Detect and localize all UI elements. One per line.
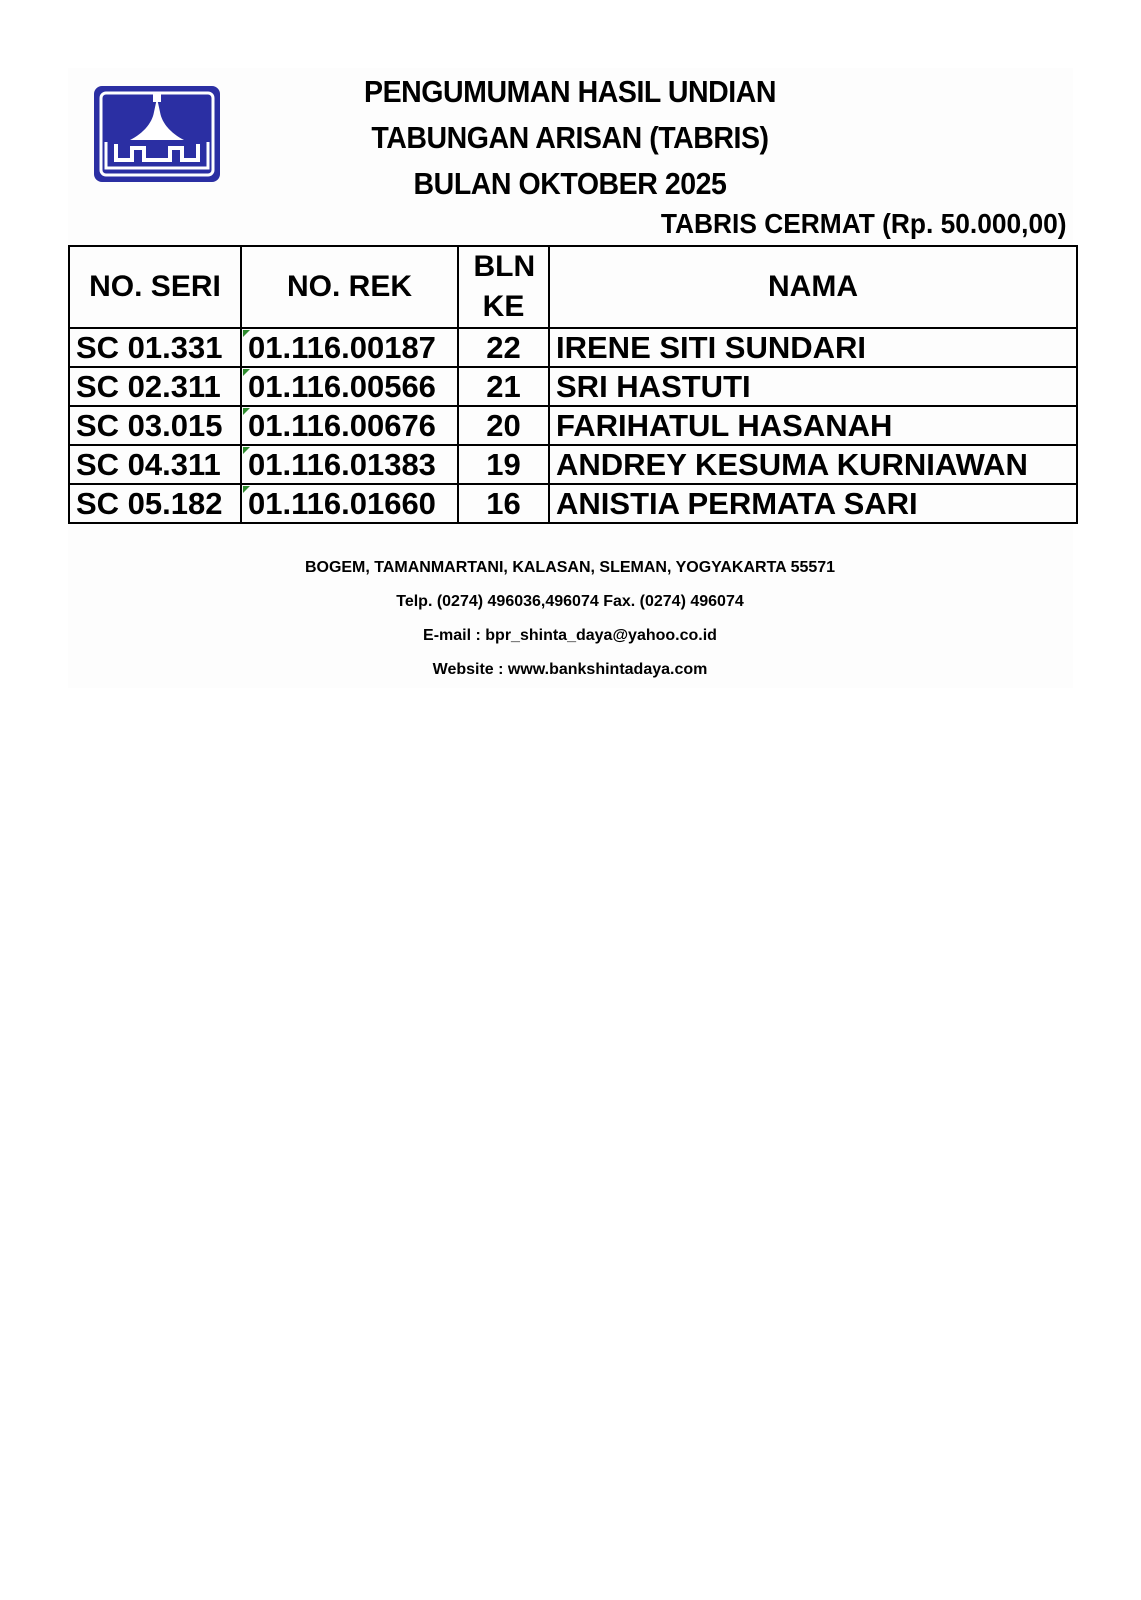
- cell-rek: 01.116.01383: [241, 445, 458, 484]
- footer-email: E-mail : bpr_shinta_daya@yahoo.co.id: [423, 627, 717, 644]
- cell-nama: SRI HASTUTI: [549, 367, 1077, 406]
- table-row: [69, 328, 1077, 367]
- cell-rek: 01.116.00187: [241, 328, 458, 367]
- subtitle: TABRIS CERMAT (Rp. 50.000,00): [660, 208, 1066, 239]
- results-table: [68, 245, 1078, 524]
- cell-rek: 01.116.00566: [241, 367, 458, 406]
- column-header-bln-text: BLN KE: [473, 250, 536, 323]
- cell-bln: 21: [458, 367, 549, 406]
- column-header-nama: NAMA: [549, 246, 1077, 328]
- cell-seri: SC 04.311: [69, 445, 241, 484]
- column-header-rek: NO. REK: [241, 246, 458, 328]
- title-line-1: PENGUMUMAN HASIL UNDIAN: [364, 74, 776, 109]
- table-row: [69, 445, 1077, 484]
- title-line-2: TABUNGAN ARISAN (TABRIS): [371, 120, 769, 155]
- column-header-seri: NO. SERI: [69, 246, 241, 328]
- cell-nama: ANDREY KESUMA KURNIAWAN: [549, 445, 1077, 484]
- cell-bln: 20: [458, 406, 549, 445]
- cell-bln: 22: [458, 328, 549, 367]
- title-line-3: BULAN OKTOBER 2025: [413, 166, 727, 201]
- footer-website: Website : www.bankshintadaya.com: [432, 661, 708, 678]
- table-row: [69, 367, 1077, 406]
- cell-nama: FARIHATUL HASANAH: [549, 406, 1077, 445]
- table-header-row: [69, 246, 1077, 328]
- cell-nama: ANISTIA PERMATA SARI: [549, 484, 1077, 523]
- cell-seri: SC 03.015: [69, 406, 241, 445]
- cell-seri: SC 05.182: [69, 484, 241, 523]
- cell-bln: 19: [458, 445, 549, 484]
- cell-rek: 01.116.01660: [241, 484, 458, 523]
- cell-bln: 16: [458, 484, 549, 523]
- cell-nama: IRENE SITI SUNDARI: [549, 328, 1077, 367]
- cell-rek: 01.116.00676: [241, 406, 458, 445]
- column-header-bln: [458, 246, 549, 328]
- temple-stupa-logo-icon: [92, 84, 222, 184]
- cell-seri: SC 01.331: [69, 328, 241, 367]
- footer-address: BOGEM, TAMANMARTANI, KALASAN, SLEMAN, YOGYAKARTA 55571: [304, 559, 836, 576]
- cell-seri: SC 02.311: [69, 367, 241, 406]
- table-row: [69, 406, 1077, 445]
- footer-phone: Telp. (0274) 496036,496074 Fax. (0274) 496074: [396, 593, 744, 610]
- table-row: [69, 484, 1077, 523]
